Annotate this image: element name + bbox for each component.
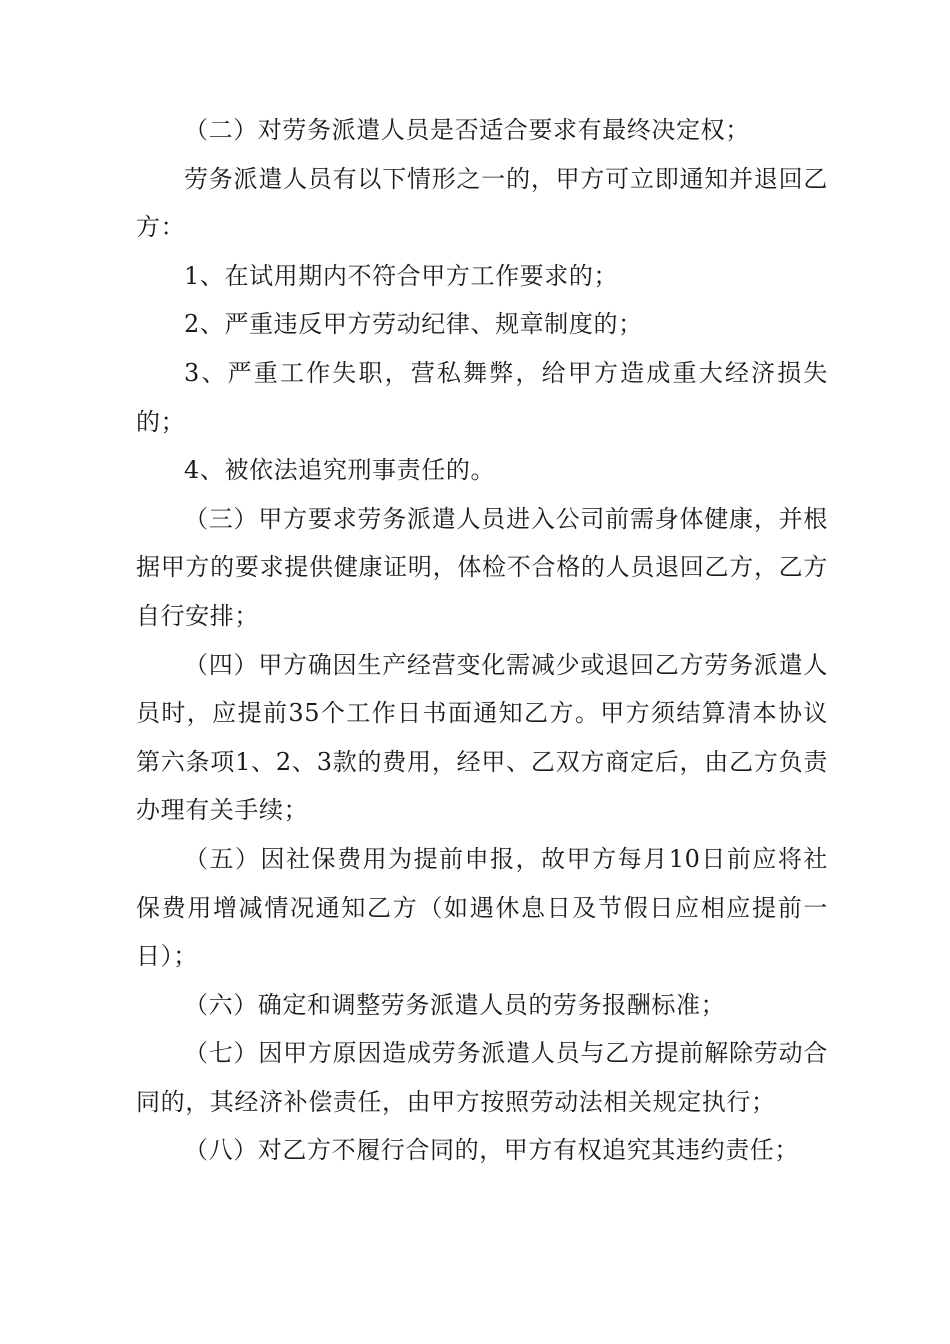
- paragraph-item-4-reduction: （四）甲方确因生产经营变化需减少或退回乙方劳务派遣人员时，应提前35个工作日书面通知乙方。甲方须结算清本协议第六条项1、2、3款的费用，经甲、乙双方商定后，由乙方负责办理有关手续；: [136, 650, 828, 825]
- document-body: [136, 106, 828, 1175]
- paragraph-item-3-health: （三）甲方要求劳务派遣人员进入公司前需身体健康，并根据甲方的要求提供健康证明，体检不合格的人员退回乙方，乙方自行安排；: [136, 504, 828, 630]
- paragraph-item-5-social-security: （五）因社保费用为提前申报，故甲方每月10日前应将社保费用增减情况通知乙方（如遇休息日及节假日应相应提前一日）；: [136, 844, 828, 971]
- paragraph-condition-1: 1、在试用期内不符合甲方工作要求的；: [184, 261, 619, 290]
- paragraph-item-6-remuneration: （六）确定和调整劳务派遣人员的劳务报酬标准；: [184, 990, 726, 1019]
- paragraph-condition-3: 3、严重工作失职，营私舞弊，给甲方造成重大经济损失的；: [136, 358, 828, 436]
- paragraph-condition-4: 4、被依法追究刑事责任的。: [184, 456, 496, 485]
- paragraph-item-2-final-decision: （二）对劳务派遣人员是否适合要求有最终决定权；: [184, 116, 750, 144]
- paragraph-condition-2: 2、严重违反甲方劳动纪律、规章制度的；: [184, 310, 643, 339]
- paragraph-item-8-liability: （八）对乙方不履行合同的，甲方有权追究其违约责任；: [184, 1136, 799, 1165]
- paragraph-return-conditions: 劳务派遣人员有以下情形之一的，甲方可立即通知并退回乙方：: [136, 164, 828, 242]
- paragraph-item-7-compensation: （七）因甲方原因造成劳务派遣人员与乙方提前解除劳动合同的，其经济补偿责任，由甲方按照劳动法相关规定执行；: [136, 1039, 828, 1116]
